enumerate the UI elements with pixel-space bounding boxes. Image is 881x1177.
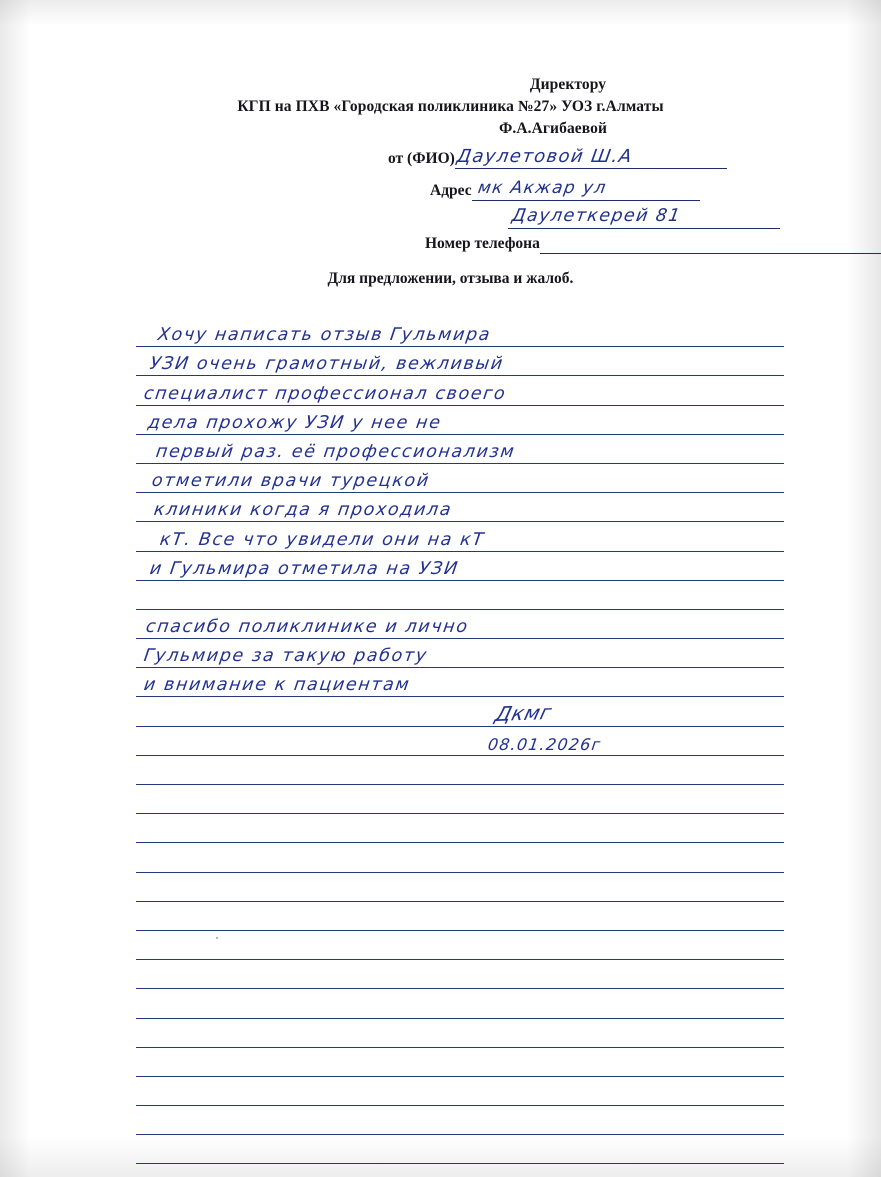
body-line xyxy=(136,406,784,435)
scan-shadow-left xyxy=(0,0,30,1177)
body-line-text: Гульмире за такую работу xyxy=(142,646,430,667)
body-line xyxy=(136,814,784,843)
body-line xyxy=(136,376,784,405)
body-line xyxy=(136,785,784,814)
fio-input-rule[interactable] xyxy=(455,144,727,169)
body-line-text: и Гульмира отметила на УЗИ xyxy=(148,558,461,579)
body-line xyxy=(136,902,784,931)
body-line xyxy=(136,1135,784,1164)
body-line-text: спасибо поликлинике и лично xyxy=(144,617,470,638)
body-line xyxy=(136,931,784,960)
body-line xyxy=(136,347,784,376)
body-line xyxy=(136,873,784,902)
body-line-text: Хочу написать отзыв Гульмира xyxy=(156,325,493,346)
fio-handwritten-value: Даулетовой Ш.А xyxy=(455,146,635,167)
signature-handwritten: Дкмг xyxy=(492,699,555,726)
ruled-body-area xyxy=(136,318,784,1177)
address-handwritten-value-2: Даулеткерей 81 xyxy=(510,206,683,226)
body-line xyxy=(136,1077,784,1106)
body-line xyxy=(136,464,784,493)
document-header xyxy=(0,74,881,140)
body-line-text: клиники когда я проходила xyxy=(152,500,454,521)
body-line xyxy=(136,989,784,1018)
body-line xyxy=(136,610,784,639)
body-line xyxy=(136,1106,784,1135)
fio-label: от (ФИО) xyxy=(388,150,455,167)
field-row-address xyxy=(430,176,700,201)
field-row-address-continuation xyxy=(508,203,780,229)
address-input-rule-2[interactable] xyxy=(508,203,780,229)
address-handwritten-value: мк Акжар ул xyxy=(476,178,608,198)
body-line xyxy=(136,1048,784,1077)
body-line xyxy=(136,493,784,522)
address-input-rule[interactable] xyxy=(472,176,700,201)
body-line xyxy=(136,522,784,551)
scan-shadow-right xyxy=(847,0,881,1177)
phone-input-rule[interactable] xyxy=(540,231,881,254)
date-handwritten: 08.01.2026г xyxy=(486,734,603,754)
body-line xyxy=(136,581,784,610)
address-label: Адрес xyxy=(430,182,472,199)
scan-shadow-top xyxy=(0,0,881,26)
body-line-text: и внимание к пациентам xyxy=(142,675,412,696)
body-line-text: специалист профессионал своего xyxy=(142,383,508,404)
body-line-text: дела прохожу УЗИ у нее не xyxy=(146,412,443,433)
field-row-phone xyxy=(425,231,881,254)
body-line xyxy=(136,668,784,697)
header-line-organization: КГП на ПХВ «Городская поликлиника №27» УОЗ г.Алматы xyxy=(237,98,664,115)
header-line-name: Ф.А.Агибаевой xyxy=(498,120,608,137)
body-line-signature xyxy=(136,697,784,726)
phone-label: Номер телефона xyxy=(425,235,540,252)
body-line xyxy=(136,318,784,347)
body-line-text: кТ. Все что увидели они на кТ xyxy=(158,529,487,550)
body-line xyxy=(136,960,784,989)
body-line-text: УЗИ очень грамотный, вежливый xyxy=(148,354,506,375)
header-line-director: Директору xyxy=(529,76,607,93)
body-line xyxy=(136,756,784,785)
form-subtitle: Для предложении, отзыва и жалоб. xyxy=(327,270,574,287)
body-line xyxy=(136,639,784,668)
body-line-text: первый раз. её профессионализм xyxy=(154,441,517,462)
field-row-fio xyxy=(388,144,727,169)
body-line xyxy=(136,435,784,464)
body-line-text: отметили врачи турецкой xyxy=(150,471,432,492)
body-line xyxy=(136,1019,784,1048)
scan-speck xyxy=(216,937,218,939)
body-line xyxy=(136,843,784,872)
body-line xyxy=(136,552,784,581)
body-line-date xyxy=(136,727,784,756)
body-line xyxy=(136,1164,784,1177)
